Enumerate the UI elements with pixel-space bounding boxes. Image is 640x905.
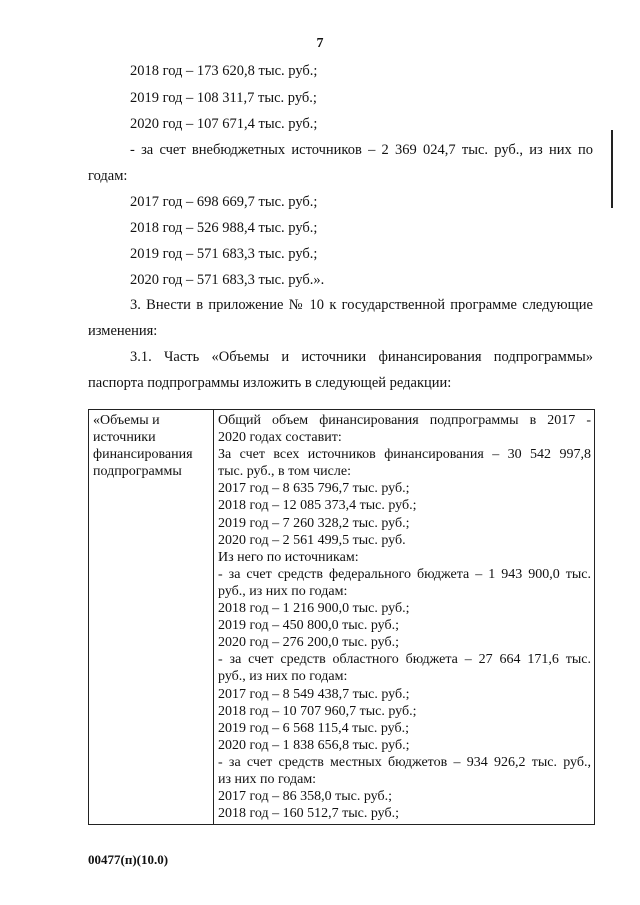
content-line: 2019 год – 450 800,0 тыс. руб.; xyxy=(218,618,399,634)
content-line: 2018 год – 10 707 960,7 тыс. руб.; xyxy=(218,703,417,719)
document-code: 00477(п)(10.0) xyxy=(88,852,169,867)
item-3-line: 3. Внести в приложение № 10 к государственной программе следующие xyxy=(130,297,593,313)
passport-label-cell xyxy=(89,410,214,825)
content-line: 2017 год – 86 358,0 тыс. руб.; xyxy=(218,789,392,805)
content-line: 2018 год – 160 512,7 тыс. руб.; xyxy=(218,806,399,822)
content-line: руб., из них по годам: xyxy=(218,583,348,599)
content-line: 2020 годах составит: xyxy=(218,430,342,446)
passport-table xyxy=(88,409,595,825)
extra-line-2019: 2019 год – 571 683,3 тыс. руб.; xyxy=(130,246,318,262)
budget-line-2020: 2020 год – 107 671,4 тыс. руб.; xyxy=(130,116,318,132)
extra-budget-line-cont: годам: xyxy=(88,168,128,184)
content-line: 2020 год – 1 838 656,8 тыс. руб.; xyxy=(218,737,410,753)
page-number: 7 xyxy=(316,36,324,51)
content-line: - за счет средств областного бюджета – 27 664 171,6 тыс. xyxy=(218,652,591,668)
content-line: тыс. руб., в том числе: xyxy=(218,464,351,480)
content-line: руб., из них по годам: xyxy=(218,669,348,685)
content-line: Из него по источникам: xyxy=(218,549,359,565)
content-line: 2020 год – 2 561 499,5 тыс. руб. xyxy=(218,532,406,548)
content-line: 2019 год – 7 260 328,2 тыс. руб.; xyxy=(218,515,410,531)
content-line: - за счет средств федерального бюджета – 1 943 900,0 тыс. xyxy=(218,566,591,582)
extra-line-2020: 2020 год – 571 683,3 тыс. руб.». xyxy=(130,272,325,288)
label-line: финансирования xyxy=(93,447,193,463)
item-3-1-line: 3.1. Часть «Объемы и источники финансирования подпрограммы» xyxy=(130,349,593,365)
content-line: 2017 год – 8 635 796,7 тыс. руб.; xyxy=(218,481,410,497)
content-line: 2020 год – 276 200,0 тыс. руб.; xyxy=(218,635,399,651)
extra-budget-line: - за счет внебюджетных источников – 2 369 024,7 тыс. руб., из них по xyxy=(130,142,593,158)
label-line: подпрограммы xyxy=(93,464,182,480)
label-line: «Объемы и xyxy=(93,413,160,428)
budget-line-2019: 2019 год – 108 311,7 тыс. руб.; xyxy=(130,90,317,106)
content-line: из них по годам: xyxy=(218,771,317,787)
content-line: 2017 год – 8 549 438,7 тыс. руб.; xyxy=(218,686,410,702)
extra-line-2017: 2017 год – 698 669,7 тыс. руб.; xyxy=(130,194,318,210)
item-3-line-cont: изменения: xyxy=(88,323,158,339)
budget-line-2018: 2018 год – 173 620,8 тыс. руб.; xyxy=(130,63,318,79)
content-line: 2019 год – 6 568 115,4 тыс. руб.; xyxy=(218,720,409,736)
extra-line-2018: 2018 год – 526 988,4 тыс. руб.; xyxy=(130,220,318,236)
content-line: За счет всех источников финансирования – 30 542 997,8 xyxy=(218,447,591,463)
passport-row xyxy=(89,410,595,825)
passport-content-cell xyxy=(214,410,595,825)
content-line: 2018 год – 12 085 373,4 тыс. руб.; xyxy=(218,498,417,514)
margin-change-bar xyxy=(611,130,613,208)
content-line: 2018 год – 1 216 900,0 тыс. руб.; xyxy=(218,601,410,617)
item-3-1-line-cont: паспорта подпрограммы изложить в следующей редакции: xyxy=(88,375,452,391)
content-line: - за счет средств местных бюджетов – 934 926,2 тыс. руб., xyxy=(218,754,591,770)
content-line: Общий объем финансирования подпрограммы в 2017 - xyxy=(218,413,591,428)
label-line: источники xyxy=(93,430,156,446)
